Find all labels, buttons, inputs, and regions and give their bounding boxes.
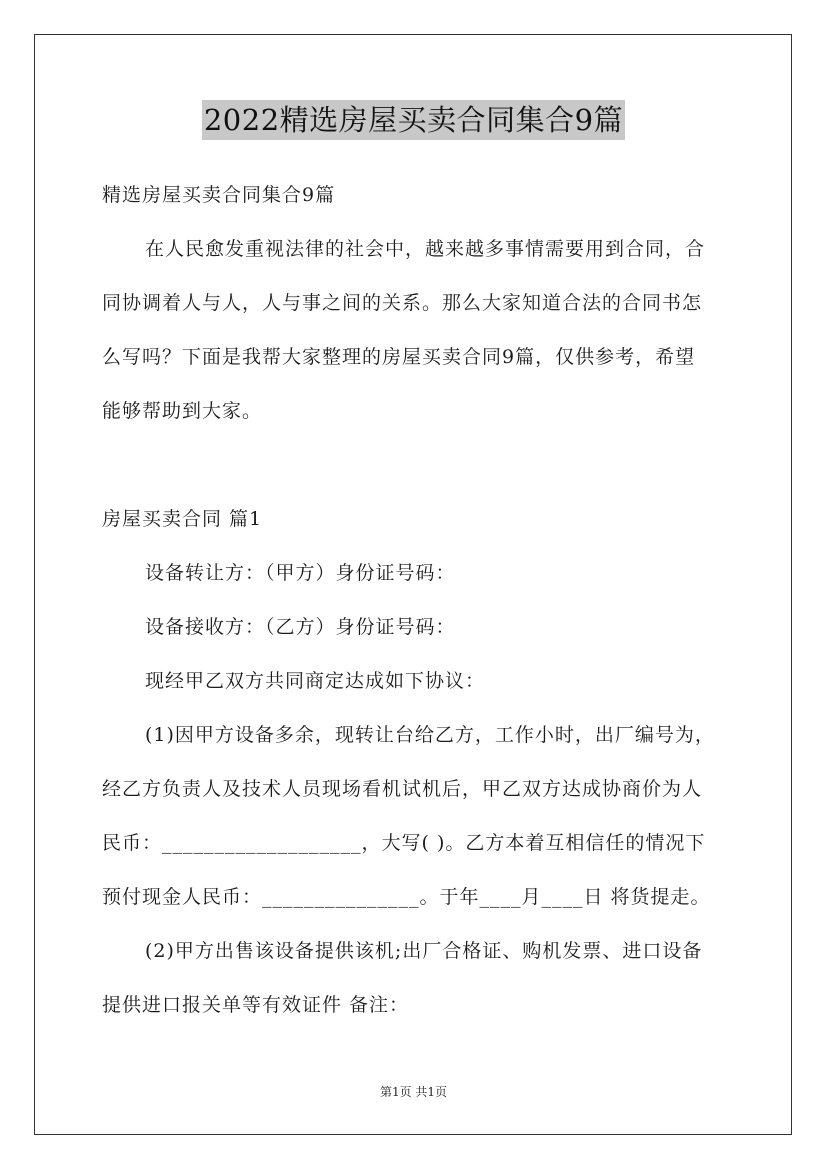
transferor-line: 设备转让方：（甲方）身份证号码： bbox=[145, 562, 456, 584]
agreement-line: 现经甲乙双方共同商定达成如下协议： bbox=[145, 670, 486, 692]
clause-1-line-3: 民币：___________________，大写( )。乙方本着互相信任的情况下 bbox=[102, 832, 706, 854]
document-title: 2022精选房屋买卖合同集合9篇 bbox=[202, 100, 625, 140]
section-heading: 房屋买卖合同 篇1 bbox=[102, 508, 263, 530]
document-subtitle: 精选房屋买卖合同集合9篇 bbox=[102, 184, 336, 206]
page-footer: 第1页 共1页 bbox=[379, 1085, 448, 1099]
intro-line-3: 么写吗？下面是我帮大家整理的房屋买卖合同9篇，仅供参考，希望 bbox=[102, 346, 696, 368]
clause-1-line-4: 预付现金人民币：_______________。于年____月____日 将货提走。 bbox=[102, 886, 711, 908]
intro-line-1: 在人民愈发重视法律的社会中，越来越多事情需要用到合同，合 bbox=[145, 238, 706, 260]
clause-2-line-2: 提供进口报关单等有效证件 备注： bbox=[102, 994, 410, 1016]
clause-1-line-2: 经乙方负责人及技术人员现场看机试机后，甲乙双方达成协商价为人 bbox=[102, 778, 703, 800]
intro-line-2: 同协调着人与人，人与事之间的关系。那么大家知道合法的合同书怎 bbox=[102, 292, 703, 314]
clause-1-line-1: (1)因甲方设备多余，现转让台给乙方，工作小时，出厂编号为， bbox=[145, 724, 715, 746]
transferee-line: 设备接收方：（乙方）身份证号码： bbox=[145, 616, 456, 638]
title-container bbox=[0, 100, 827, 140]
intro-line-4: 能够帮助到大家。 bbox=[102, 400, 263, 422]
clause-2-line-1: (2)甲方出售该设备提供该机;出厂合格证、购机发票、进口设备 bbox=[145, 940, 703, 962]
